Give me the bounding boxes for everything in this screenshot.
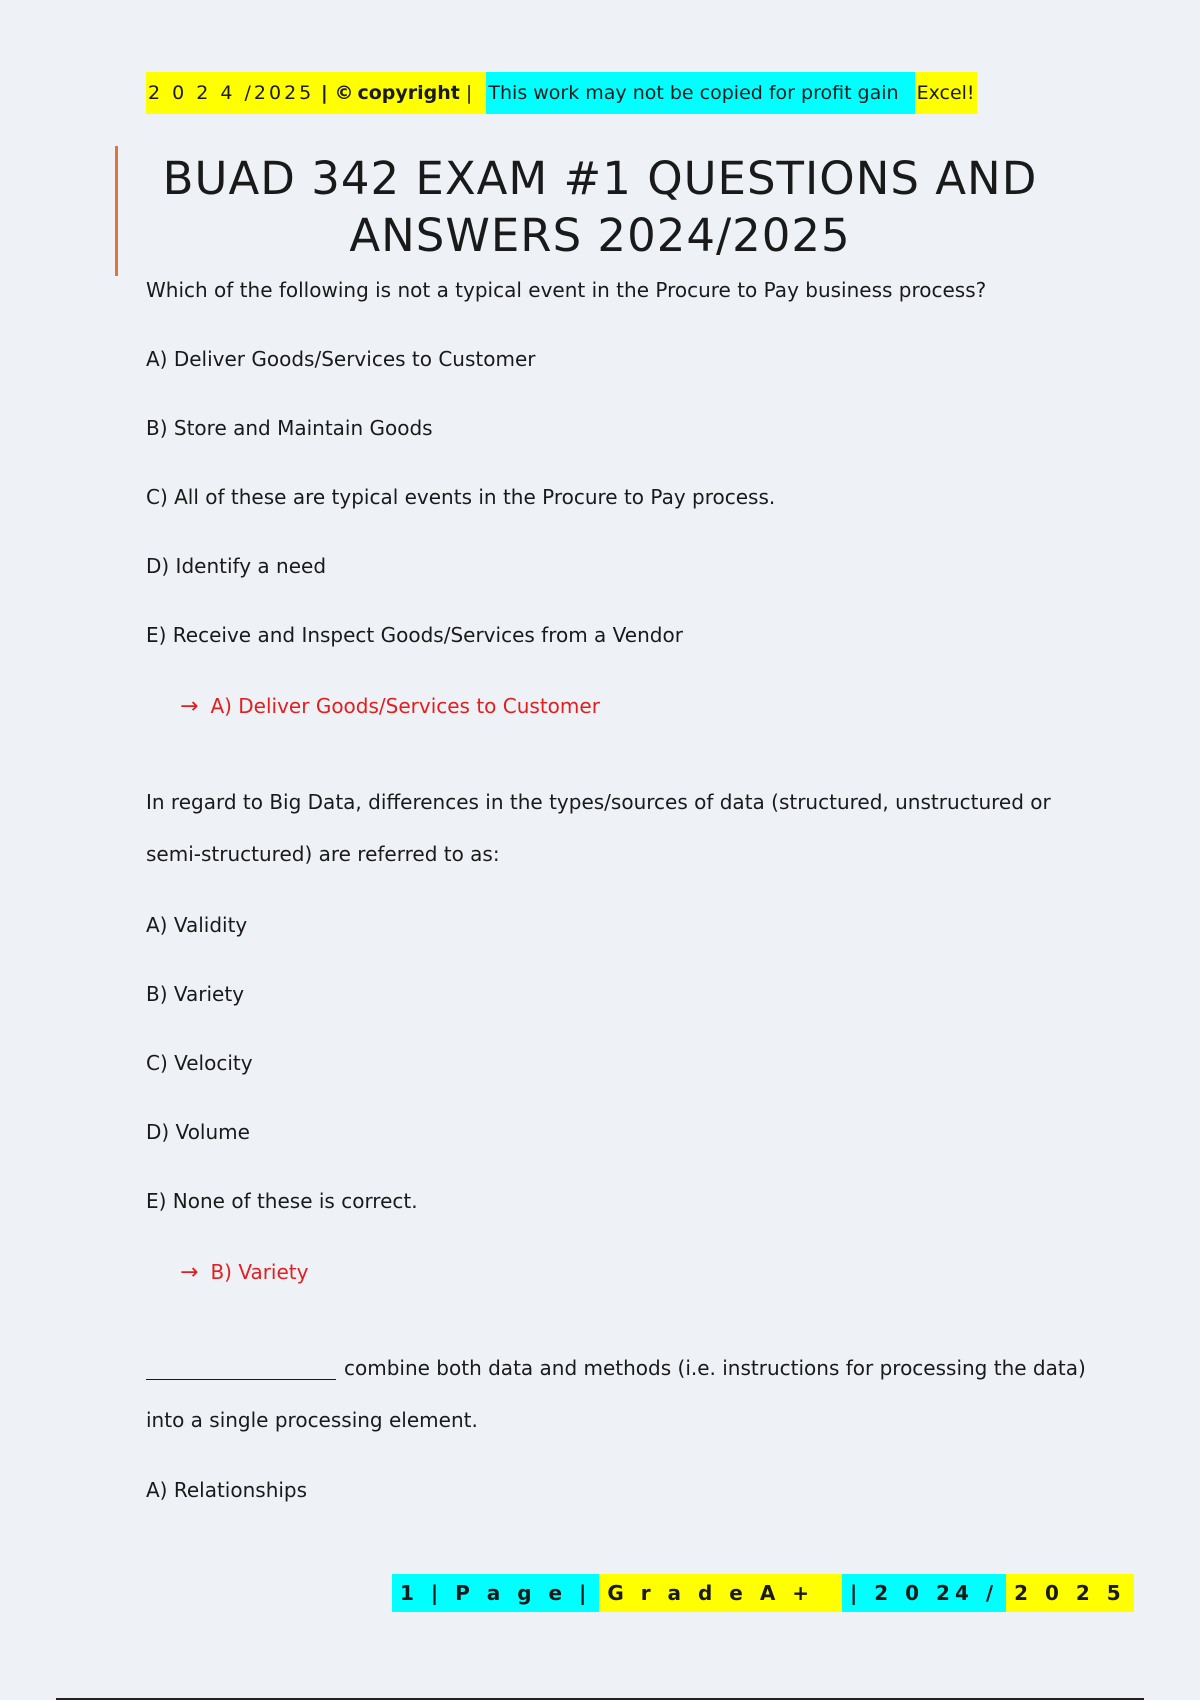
page-title-line-1: BUAD 342 EXAM #1 QUESTIONS AND (162, 152, 1038, 205)
question-3-text-line-2: into a single processing element. (146, 1408, 478, 1432)
question-3-option-a: A) Relationships (146, 1478, 308, 1502)
question-1-answer (180, 694, 600, 719)
question-2-answer-text: B) Variety (210, 1260, 309, 1284)
question-1-option-a: A) Deliver Goods/Services to Customer (146, 347, 536, 371)
header-notice: This work may not be copied for profit gain (486, 72, 914, 114)
question-1-option-c: C) All of these are typical events in the Procure to Pay process. (146, 485, 776, 509)
footer-year-start: | 2 0 24 / (842, 1574, 1006, 1612)
question-3-text: combine both data and methods (i.e. instructions for processing the data) (344, 1356, 1086, 1380)
fill-in-blank (146, 1361, 336, 1380)
copyright-icon: © (334, 82, 354, 104)
question-1-answer-text: A) Deliver Goods/Services to Customer (210, 694, 600, 718)
question-1-option-d: D) Identify a need (146, 554, 327, 578)
arrow-right-icon: → (180, 694, 199, 719)
footer-banner (392, 1574, 1134, 1612)
question-2-option-d: D) Volume (146, 1120, 250, 1144)
question-2-option-e: E) None of these is correct. (146, 1189, 418, 1213)
header-banner (146, 72, 977, 114)
arrow-right-icon: → (180, 1260, 199, 1285)
footer-year-end: 2 0 2 5 (1006, 1574, 1134, 1612)
question-1-option-e: E) Receive and Inspect Goods/Services from a Vendor (146, 623, 683, 647)
question-2-text-line-1: In regard to Big Data, differences in the types/sources of data (structured, unstructured or (146, 790, 1051, 814)
question-2-answer (180, 1260, 308, 1285)
question-2-option-b: B) Variety (146, 982, 245, 1006)
question-2-text-line-2: semi-structured) are referred to as: (146, 842, 500, 866)
header-copyright: copyright (357, 82, 460, 104)
header-separator: | (314, 82, 335, 104)
header-year: 2 0 2 4 /2025 (148, 82, 315, 104)
question-2-option-c: C) Velocity (146, 1051, 253, 1075)
footer-grade: G r a d e A + (599, 1574, 842, 1612)
question-2-option-a: A) Validity (146, 913, 248, 937)
header-separator: | (459, 82, 485, 104)
question-1-option-b: B) Store and Maintain Goods (146, 416, 433, 440)
header-copyright-segment (146, 72, 486, 114)
footer-page-number: 1 | P a g e | (392, 1574, 599, 1612)
title-accent-bar (115, 146, 118, 276)
header-excel: Excel! (915, 72, 977, 114)
question-3-text-line-1 (146, 1356, 1086, 1380)
page-title-line-2: ANSWERS 2024/2025 (349, 209, 851, 262)
question-1-text: Which of the following is not a typical event in the Procure to Pay business process? (146, 278, 987, 302)
page-title (150, 150, 1050, 264)
